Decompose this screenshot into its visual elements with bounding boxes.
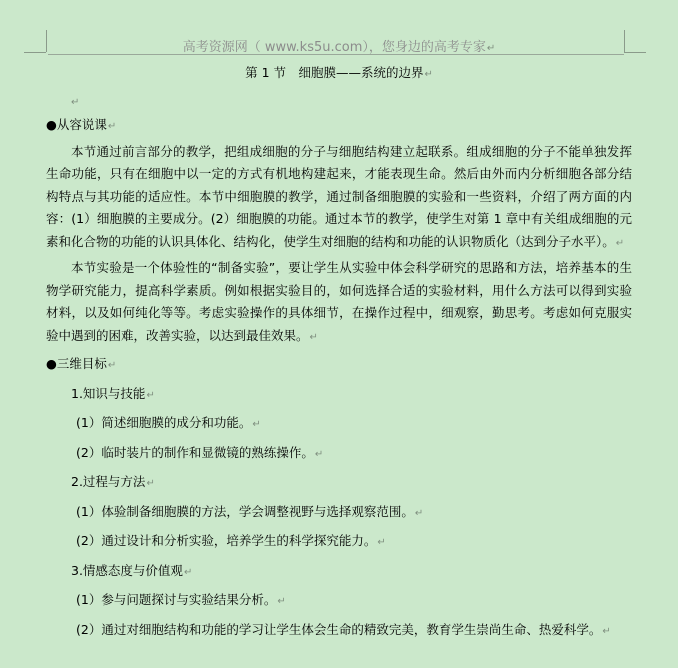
intro-paragraph-1: 本节通过前言部分的教学，把组成细胞的分子与细胞结构建立起联系。组成细胞的分子不能单独发挥生命功能，只有在细胞中以一定的方式有机地构建起来，才能表现生命。然后由外而内分析细胞各部分结构特点与其功能的适应性。本节中细胞膜的教学，通过制备细胞膜的实验和一些资料，介绍了两方面的内容：(1）细胞膜的主要成分。(2）细胞膜的功能。通过本节的教学，使学生对第 1 章中有关组成细胞的元素和化合物的功能的认识具体化、结构化，使学生对细胞的结构和功能的认识物质化（达到分子水平）。↵ (46, 143, 632, 249)
goals-heading: ●三维目标↵ (46, 356, 117, 371)
paragraph-mark-icon: ↵ (414, 507, 424, 519)
document-body (46, 114, 632, 643)
page-header (0, 36, 678, 55)
paragraph-mark-icon: ↵ (107, 121, 117, 132)
paragraph-mark-icon: ↵ (146, 478, 155, 489)
paragraph-mark-icon: ↵ (309, 331, 318, 343)
paragraph-mark-icon: ↵ (424, 69, 433, 80)
goal-knowledge-item-1: (1）简述细胞膜的成分和功能。↵ (76, 415, 261, 430)
goal-knowledge: 1.知识与技能↵ (71, 385, 155, 401)
paragraph-mark-icon: ↵ (71, 97, 80, 108)
paragraph-mark-icon: ↵ (486, 43, 496, 54)
paragraph-mark-icon: ↵ (615, 237, 625, 249)
paragraph-mark-icon: ↵ (107, 360, 117, 371)
paragraph-mark-icon: ↵ (277, 596, 286, 607)
goal-process-item-1: (1）体验制备细胞膜的方法，学会调整视野与选择观察范围。↵ (76, 503, 424, 519)
intro-paragraph-2: 本节实验是一个体验性的“制备实验”，要让学生从实验中体会科学研究的思路和方法，培养基本的生物学研究能力，提高科学素质。例如根据实验目的，如何选择合适的实验材料，用什么方法可以得到实验材料，以及如何纯化等等。考虑实验操作的具体细节，在操作过程中，细观察，勤思考。考虑如何克服实验中遇到的困难，改善实验，以达到最佳效果。↵ (46, 260, 632, 343)
header-text: 高考资源网（ www.ks5u.com），您身边的高考专家 (182, 40, 486, 55)
goal-knowledge-item-2: (2）临时装片的制作和显微镜的熟练操作。↵ (76, 444, 324, 460)
section-title (0, 63, 678, 81)
paragraph-mark-icon: ↵ (377, 537, 386, 548)
goal-process-item-2: (2）通过设计和分析实验，培养学生的科学探究能力。↵ (76, 533, 386, 548)
goal-attitude-item-1: (1）参与问题探讨与实验结果分析。↵ (76, 592, 286, 607)
title-text: 第 1 节 细胞膜——系统的边界 (245, 65, 424, 80)
empty-paragraph (70, 90, 79, 109)
goal-process: 2.过程与方法↵ (71, 474, 155, 489)
paragraph-mark-icon: ↵ (314, 448, 324, 460)
goal-attitude-item-2: (2）通过对细胞结构和功能的学习让学生体会生命的精致完美，教育学生崇尚生命、热爱科学。↵ (76, 621, 611, 637)
paragraph-mark-icon: ↵ (146, 389, 155, 401)
paragraph-mark-icon: ↵ (183, 566, 193, 578)
header-rule (48, 54, 624, 55)
intro-heading: ●从容说课↵ (46, 117, 117, 132)
paragraph-mark-icon: ↵ (602, 625, 611, 637)
paragraph-mark-icon: ↵ (252, 419, 261, 430)
goal-attitude: 3.情感态度与价值观↵ (71, 562, 193, 578)
